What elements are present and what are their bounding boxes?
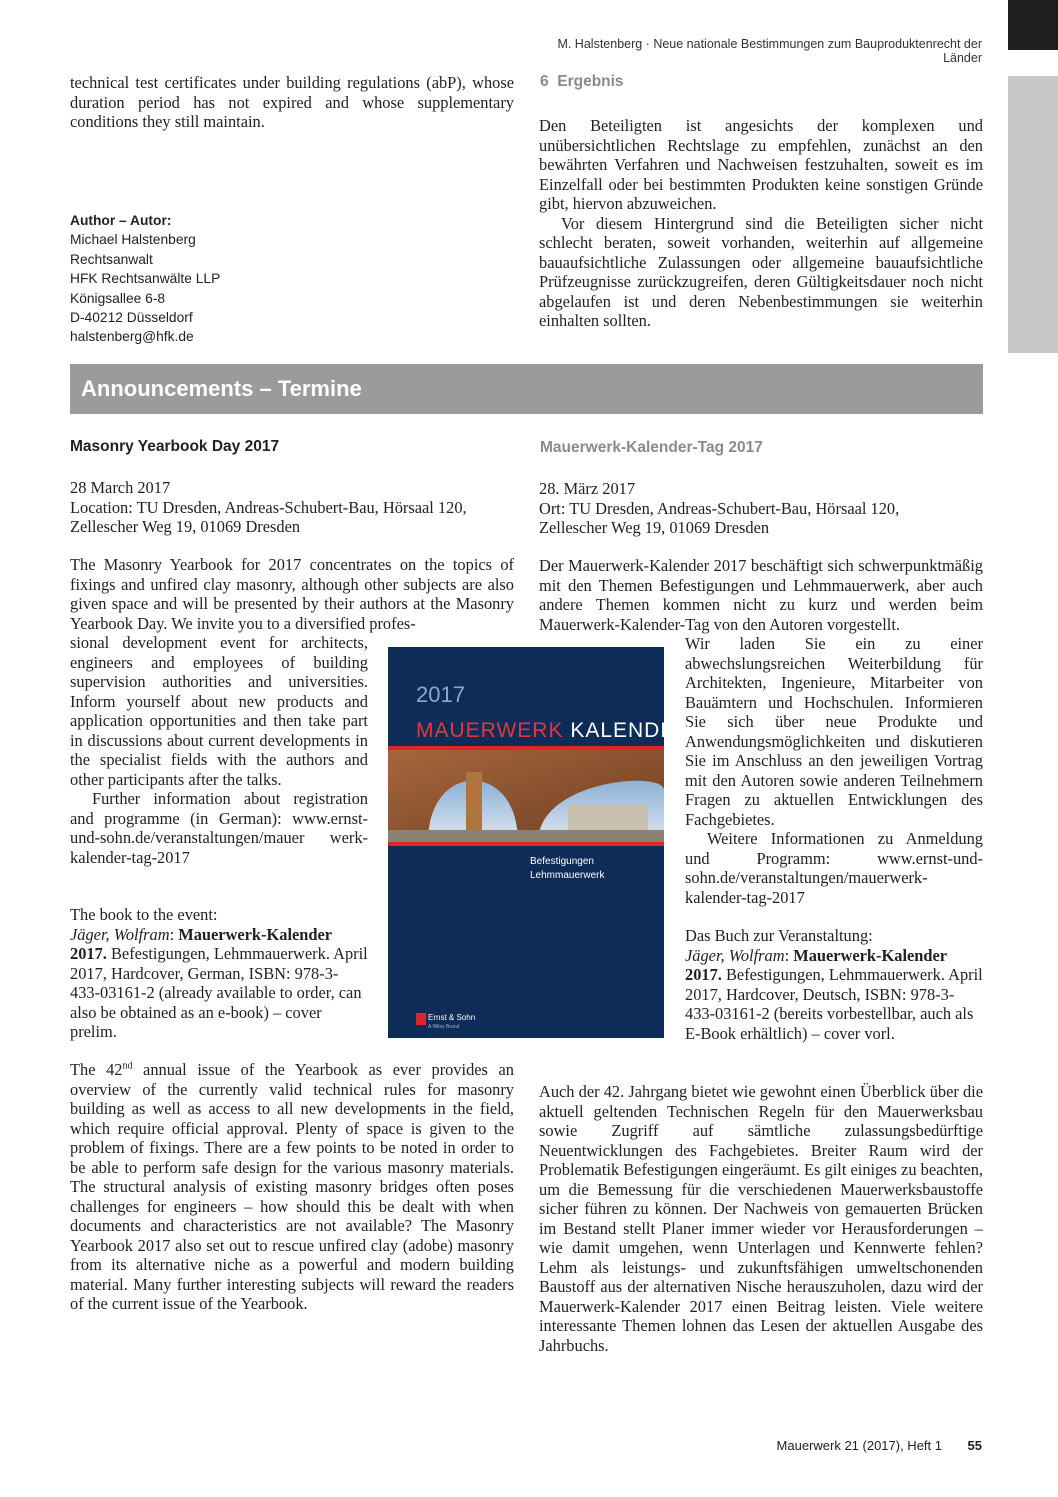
en-book-intro: The book to the event: [70,905,218,924]
de-annual-paragraph: Auch der 42. Jahrgang bietet wie gewohnt einen Überblick über die aktuell geltenden Technischen Regeln für den Mauerwerksbau sowie Zugriff auf sämtliche zulassungsbedürftige Neuentwicklungen des Fachgebietes. Breiter Raum wird der Problematik Befestigungen eingeräumt. Es gilt einiges zu beachten, um die Bemessung für die verschiedenen Mauerwerksbaustoffe sicher führen zu können. Der Nachweis von gemauerten Brücken im Bestand stellt Planer immer wieder vor Herausforderungen – wie damit umgehen, wenn Unterlagen und Kennwerte fehlen? Lehm als leistungs- und zukunftsfähigen umweltschonenden Baustoff aus der alternativen Nische herauszuholen, dazu wird der Mauerwerk-Kalender 2017 einen Beitrag leisten. Viele weitere interessante Themen lohnen das Lesen der aktuellen Ausgabe des Jahrbuchs. [539,1082,983,1355]
result-paragraph-1: Den Beteiligten ist angesichts der komplexen und unübersichtlichen Rechtslage zu empfehlen, zunächst an den bewährten Verfahren und Nachweisen festzuhalten, soweit es im Einzelfall oder bei bestimmten Produkten keine sonstigen Gründe gibt, hiervon abzuweichen. [539,116,983,213]
cover-subtitle-1: Befestigungen [530,856,594,867]
de-title: Mauerwerk-Kalender-Tag 2017 [540,439,763,456]
en-annual-post: annual issue of the Yearbook as ever provides an overview of the currently valid technical rules for masonry building as well as access to all new developments in the field, which require official approval. Plenty of space is given to the problem of fixings. There are a few points to be noted in order to be able to perform safe design for the various masonry materials. The structural analysis of existing masonry bridges often poses challenges for engineers – how should this be dealt with when documents and characteristics are not available? The Masonry Yearbook 2017 also set out to rescue unfired clay (adobe) masonry from its alternative niche as a powerful and modern building material. Many further interesting subjects will reward the readers of the current issue of the Yearbook. [70,1060,514,1313]
author-name: Michael Halstenberg [70,232,196,248]
result-paragraph-2: Vor diesem Hintergrund sind die Beteiligten sicher nicht schlecht beraten, soweit vorhanden, weiterhin auf allgemeine bauaufsichtliche Zulassungen oder allgemeine bauaufsichtliche Prüfzeugnisse zurückzugreifen, deren Gültigkeitsdauer noch nicht abgelaufen ist und deren Nebenbestimmungen sie weiterhin einhalten sollten. [539,213,983,330]
cover-red-line-bottom [388,842,664,846]
de-further-info: Weitere Informationen zu Anmeldung und Programm: www.ernst-und-sohn.de/veranstaltungen/mauerwerk-kalender-tag-2017 [685,829,983,907]
left-top-text: technical test certificates under building regulations (abP), whose duration period has not expired and whose supplementary conditions they still maintain. [70,73,514,131]
cover-photo-arch [388,750,664,842]
announcements-banner: Announcements – Termine [70,364,983,414]
author-heading: Author – Autor: [70,213,172,228]
de-date: 28. März 2017 [539,479,636,498]
author-email[interactable]: halstenberg@hfk.de [70,329,194,345]
en-book-title: Mauerwerk-Kalender 2017. [70,924,332,963]
de-book-author: Jäger, Wolfram [685,945,785,965]
de-wrap: Wir laden Sie ein zu einer abwechslungsreichen Weiterbildung für Architekten, Ingenieure, Mitarbeiter von Bauämtern und Hochschulen. Informieren Sie sich über neue Produkte und Anwendungsmöglichkeiten und diskutieren Sie im Anschluss an den jeweiligen Vortrag mit den Autoren sowie anderen Teilnehmern Fragen zu aktuellen Entwicklungen des Fachgebietes. [685,634,983,829]
author-firm: HFK Rechtsanwälte LLP [70,271,221,287]
cover-title-a: MAUERWERK [416,719,564,742]
right-top-text [539,116,983,331]
en-wrap-text [70,633,368,867]
en-location-1: Location: TU Dresden, Andreas-Schubert-Bau, Hörsaal 120, [70,497,467,517]
en-further-info: Further information about registration and programme (in German): www.ernst-und-sohn.de/veranstaltungen/mauer werk-kalender-tag-2017 [70,789,368,867]
en-annual-paragraph [70,1060,514,1314]
de-date-block [539,479,983,538]
de-book-title: Mauerwerk-Kalender 2017. [685,945,947,984]
en-annual-sup: nd [122,1060,133,1072]
en-title: Masonry Yearbook Day 2017 [70,438,280,455]
author-city: D-40212 Düsseldorf [70,310,193,326]
en-date: 28 March 2017 [70,478,171,497]
running-header: M. Halstenberg · Neue nationale Bestimmungen zum Bauproduktenrecht der Länder [557,37,982,65]
chapter-tab-light [1008,76,1058,353]
author-street: Königsallee 6-8 [70,290,166,306]
publisher-name: Ernst & Sohn [428,1013,476,1022]
author-title: Rechtsanwalt [70,251,153,267]
en-book-author: Jäger, Wolfram [70,924,170,944]
en-book-details: Befestigungen, Lehmmauerwerk. April 2017, Hardcover, German, ISBN: 978-3-433-03161-2 (already available to order, can also be obtained as an e-book) – cover prelim. [70,944,368,1041]
cover-title [416,719,692,743]
cover-subtitle-2: Lehmmauerwerk [530,870,605,881]
de-location-1: Ort: TU Dresden, Andreas-Schubert-Bau, Hörsaal 120, [539,498,900,518]
publisher-logo [416,1013,426,1025]
page-number: 55 [967,1438,982,1453]
chapter-tab-dark [1008,0,1058,50]
de-book-block: Das Buch zur Veranstaltung: Jäger, Wolfram: Mauerwerk-Kalender 2017. Befestigungen, Lehmmauerwerk. April 2017, Hardcover, Deutsch, ISBN: 978-3-433-03161-2 (bereits vorbestellbar, auch als E-Book erhältlich) – cover vorl. [685,926,983,1043]
publisher-tagline: A Wiley Brand [428,1024,460,1030]
de-location-2: Zellescher Weg 19, 01069 Dresden [539,518,770,537]
author-block [70,211,370,347]
book-cover [388,647,692,1038]
footer-journal: Mauerwerk 21 (2017), Heft 1 [776,1438,942,1453]
de-intro: Der Mauerwerk-Kalender 2017 beschäftigt sich schwerpunktmäßig mit den Themen Befestigungen und Lehmmauerwerk, aber auch andere Themen kommen nicht zu kurz und werden beim Mauerwerk-Kalender-Tag von den Autoren vorgestellt. [539,556,983,634]
cover-title-b: KALENDER [570,719,692,742]
cover-year: 2017 [416,682,465,707]
section-heading: 6 Ergebnis [540,73,624,90]
de-wrap-text [685,634,983,907]
en-intro: The Masonry Yearbook for 2017 concentrates on the topics of fixings and unfired clay masonry, although other subjects are also given space and will be presented by their authors at the Masonry Yearbook Day. We invite you to a diversified profes- [70,555,514,633]
en-date-block [70,478,514,537]
en-book-block: The book to the event: Jäger, Wolfram: Mauerwerk-Kalender 2017. Befestigungen, Lehmmauerwerk. April 2017, Hardcover, German, ISBN: 978-3-433-03161-2 (already available to order, can also be obtained as an e-book) – cover prelim. [70,905,368,1041]
de-book-details: Befestigungen, Lehmmauerwerk. April 2017, Hardcover, Deutsch, ISBN: 978-3-433-03161-2 (bereits vorbestellbar, auch als E-Book erhältlich) – cover vorl. [685,965,983,1043]
en-annual-pre: The 42 [70,1060,123,1079]
en-wrap: sional development event for architects, engineers and employees of building supervision authorities and universities. Inform yourself about new products and application opportunities and then take part in discussions about current developments in the specialist fields with the authors and other participants after the talks. [70,633,368,789]
en-location-2: Zellescher Weg 19, 01069 Dresden [70,517,301,536]
de-book-intro: Das Buch zur Veranstaltung: [685,926,873,945]
